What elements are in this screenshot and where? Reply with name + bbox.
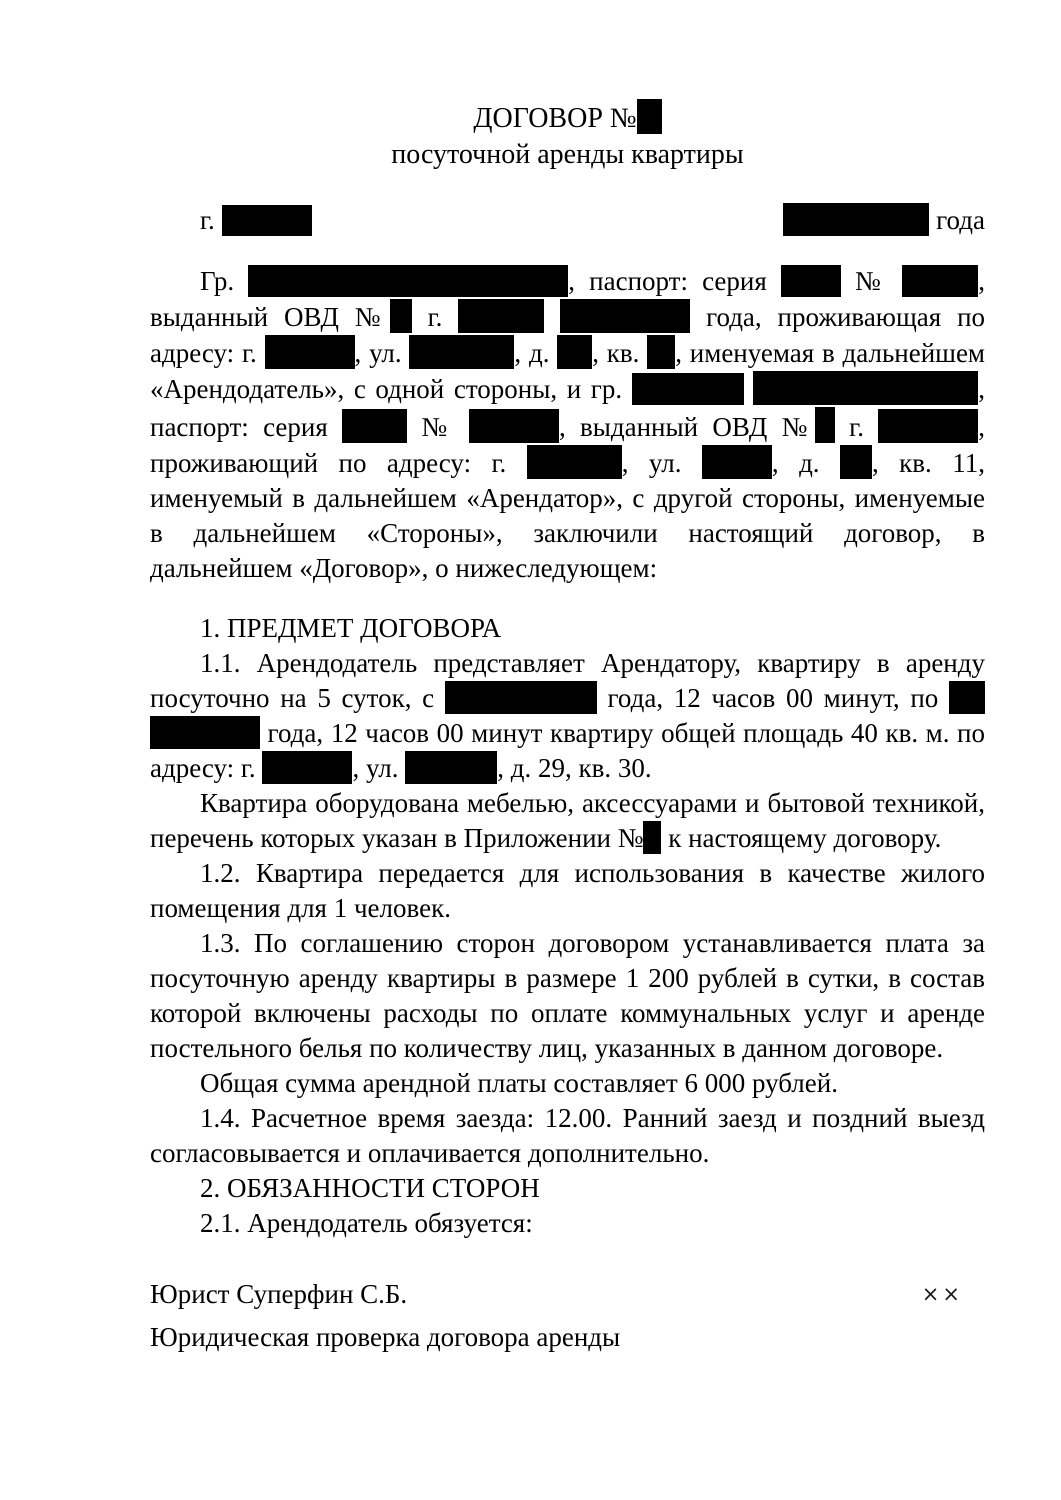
date-city-line <box>150 203 985 238</box>
redaction-box <box>643 821 661 854</box>
paragraph-parties: Гр. , паспорт: серия № , выданный ОВД № г. года, проживающая по адресу: г. , ул. , д. , кв. , именуемая в дальнейшем «Арендодатель», с одной стороны, и гр. , паспорт: серия № , выданный ОВД № г. , проживающий по адресу: г. , ул. , д. , кв. 11, именуемый в дальнейшем «Арендатор», с другой стороны, именуемые в дальнейшем «Стороны», заключили настоящий договор, в дальнейшем «Договор», о нижеследующем: <box>150 266 986 583</box>
paragraph-total-amount: Общая сумма арендной платы составляет 6 000 рублей. <box>200 1068 838 1098</box>
redaction-box <box>632 373 744 405</box>
title-block <box>150 0 985 173</box>
date-field: года <box>783 203 985 238</box>
clause-1-1: 1.1. Арендодатель представляет Арендатору, квартиру в аренду посуточно на 5 суток, с года, 12 часов 00 минут, по года, 12 часов 00 минут квартиру общей площадь 40 кв. м. по адресу: г. , ул. , д. 29, кв. 30. <box>150 648 985 783</box>
clause-1-2: 1.2. Квартира передается для использования в качестве жилого помещения для 1 человек. <box>150 858 985 923</box>
redaction-box <box>949 681 985 714</box>
footer-lawyer-name: Юрист Суперфин С.Б. <box>150 1279 408 1309</box>
redaction-box <box>405 751 497 784</box>
footer-service-line: Юридическая проверка договора аренды <box>150 1322 621 1352</box>
redaction-box <box>783 203 929 236</box>
redaction-box <box>248 265 568 297</box>
contract-document-page <box>150 0 985 1359</box>
redaction-box <box>557 335 592 369</box>
redaction-box <box>902 265 978 297</box>
section-heading-2: 2. ОБЯЗАННОСТИ СТОРОН <box>200 1173 540 1203</box>
redaction-box <box>150 716 260 749</box>
clause-1-3: 1.3. По соглашению сторон договором устанавливается плата за посуточную аренду квартиры в размере 1 200 рублей в сутки, в состав которой включены расходы по оплате коммунальных услуг и аренде постельного белья по количеству лиц, указанных в данном договоре. <box>150 928 985 1063</box>
redaction-box <box>409 335 514 369</box>
redaction-box <box>815 407 835 443</box>
redaction-box <box>527 445 622 479</box>
clause-2-1: 2.1. Арендодатель обязуется: <box>200 1208 533 1238</box>
paragraph-furnishings: Квартира оборудована мебелью, аксессуарами и бытовой техникой, перечень которых указан в Приложении № к настоящему договору. <box>150 788 985 853</box>
redaction-box <box>458 299 544 333</box>
redaction-box <box>265 335 355 369</box>
close-marks[interactable]: ×× <box>921 1282 963 1306</box>
redaction-box <box>262 751 352 784</box>
redaction-box <box>647 335 675 369</box>
redaction-box <box>390 299 412 333</box>
redaction-box <box>753 371 978 405</box>
redaction-box <box>342 409 407 443</box>
footer-block <box>150 1273 985 1359</box>
redaction-box <box>878 409 978 443</box>
redaction-box <box>560 299 690 333</box>
footer-lawyer-row <box>150 1273 985 1316</box>
city-field: г. <box>150 203 312 238</box>
redaction-box <box>840 445 872 479</box>
redaction-box <box>445 681 597 714</box>
redaction-box <box>469 409 559 443</box>
redaction-box <box>702 445 772 479</box>
redaction-box <box>222 205 312 236</box>
redaction-box <box>637 99 662 134</box>
document-subtitle: посуточной аренды квартиры <box>391 139 744 170</box>
contract-body <box>150 264 985 1241</box>
document-title: ДОГОВОР № <box>150 99 985 137</box>
redaction-box <box>781 265 841 297</box>
clause-1-4: 1.4. Расчетное время заезда: 12.00. Ранний заезд и поздний выезд согласовывается и оплачивается дополнительно. <box>150 1103 985 1168</box>
section-heading-1: 1. ПРЕДМЕТ ДОГОВОРА <box>200 613 502 643</box>
